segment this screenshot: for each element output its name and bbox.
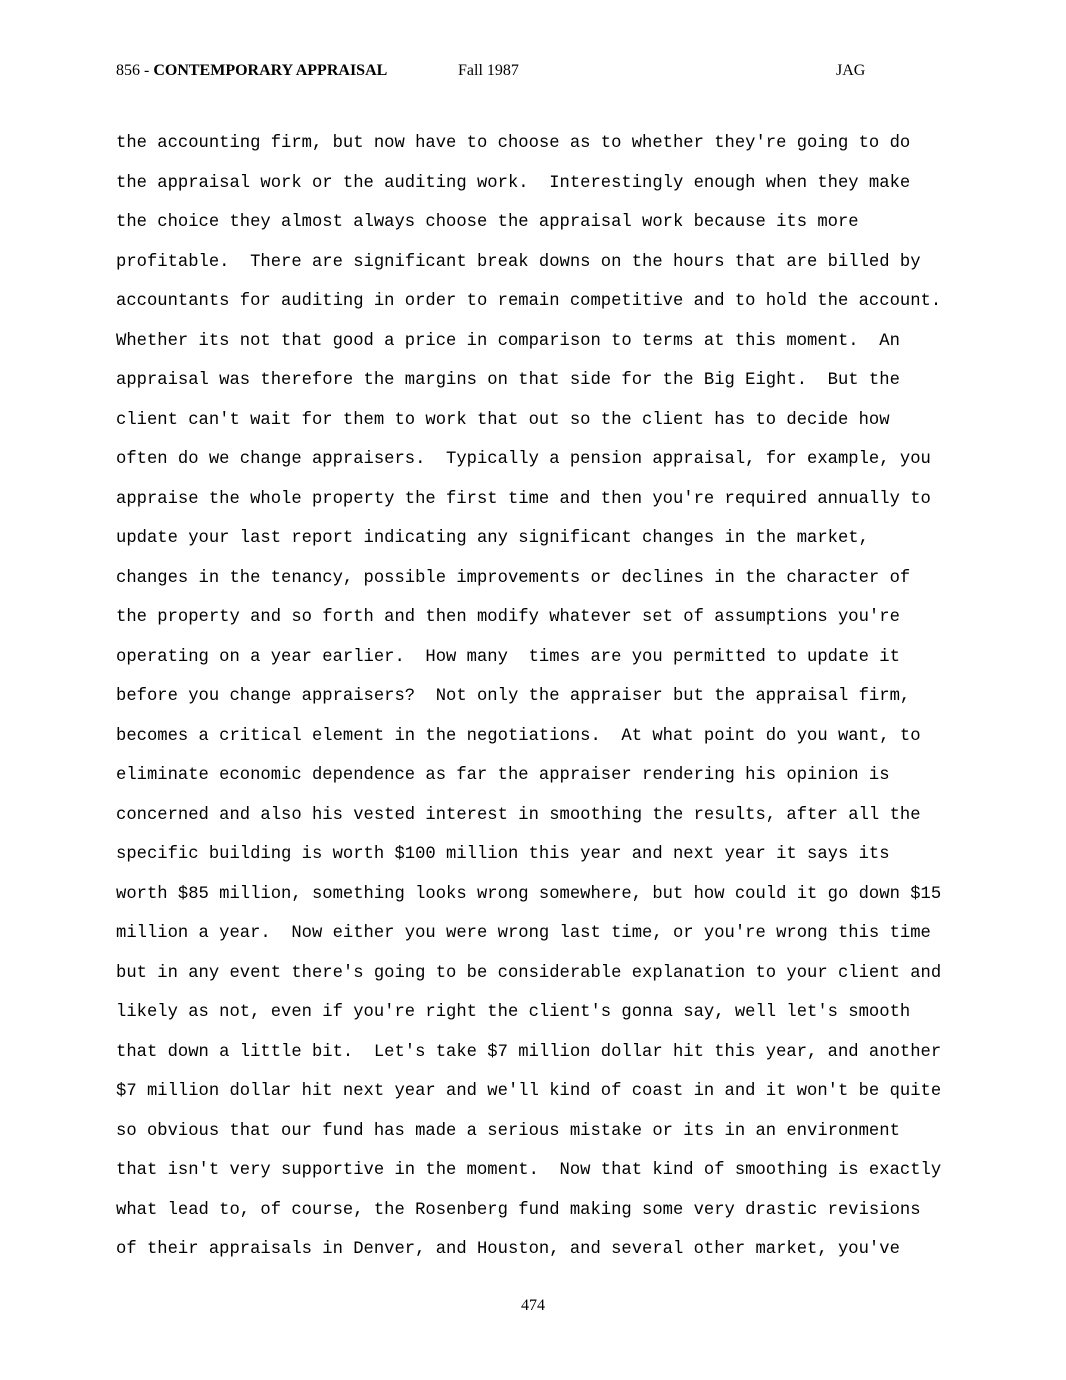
- text-line: of their appraisals in Denver, and Houston, and several other market, you've: [116, 1240, 900, 1259]
- text-line: specific building is worth $100 million this year and next year it says its: [116, 845, 890, 864]
- text-line: what lead to, of course, the Rosenberg fund making some very drastic revisions: [116, 1200, 921, 1220]
- text-line: concerned and also his vested interest in smoothing the results, after all the: [116, 805, 921, 825]
- text-line: before you change appraisers? Not only the appraiser but the appraisal firm,: [116, 687, 911, 706]
- text-line: $7 million dollar hit next year and we'll kind of coast in and it won't be quite: [116, 1082, 942, 1101]
- text-line: likely as not, even if you're right the client's gonna say, well let's smooth: [116, 1003, 911, 1022]
- text-line: the appraisal work or the auditing work. Interestingly enough when they make: [116, 173, 911, 193]
- text-line: often do we change appraisers. Typically a pension appraisal, for example, you: [116, 450, 931, 469]
- text-line: eliminate economic dependence as far the appraiser rendering his opinion is: [116, 766, 890, 785]
- text-line: the choice they almost always choose the appraisal work because its more: [116, 213, 859, 232]
- text-line: profitable. There are significant break downs on the hours that are billed by: [116, 252, 921, 272]
- text-line: that down a little bit. Let's take $7 million dollar hit this year, and another: [116, 1042, 942, 1062]
- transcript-body: [116, 124, 1016, 1270]
- text-line: operating on a year earlier. How many times are you permitted to update it: [116, 647, 900, 667]
- text-line: but in any event there's going to be considerable explanation to your client and: [116, 963, 942, 983]
- text-line: so obvious that our fund has made a serious mistake or its in an environment: [116, 1121, 900, 1141]
- text-line: changes in the tenancy, possible improvements or declines in the character of: [116, 568, 911, 588]
- text-line: accountants for auditing in order to remain competitive and to hold the account.: [116, 292, 942, 311]
- page-number: 474: [521, 1297, 545, 1314]
- text-line: the accounting firm, but now have to choose as to whether they're going to do: [116, 134, 911, 153]
- text-line: update your last report indicating any significant changes in the market,: [116, 529, 869, 548]
- text-line: that isn't very supportive in the moment. Now that kind of smoothing is exactly: [116, 1161, 942, 1180]
- text-line: appraise the whole property the first time and then you're required annually to: [116, 489, 931, 509]
- course-heading: [116, 62, 387, 80]
- text-line: worth $85 million, something looks wrong somewhere, but how could it go down $15: [116, 884, 942, 904]
- text-line: million a year. Now either you were wrong last time, or you're wrong this time: [116, 924, 931, 943]
- text-line: the property and so forth and then modify whatever set of assumptions you're: [116, 608, 900, 627]
- author-initials: JAG: [836, 62, 866, 79]
- term-label: Fall 1987: [458, 62, 519, 79]
- text-line: becomes a critical element in the negotiations. At what point do you want, to: [116, 726, 921, 746]
- text-line: Whether its not that good a price in comparison to terms at this moment. An: [116, 331, 900, 351]
- page-header: [116, 62, 876, 86]
- course-number: 856 -: [116, 62, 154, 79]
- text-line: appraisal was therefore the margins on that side for the Big Eight. But the: [116, 371, 900, 390]
- text-line: client can't wait for them to work that out so the client has to decide how: [116, 410, 890, 430]
- course-title: CONTEMPORARY APPRAISAL: [153, 62, 388, 79]
